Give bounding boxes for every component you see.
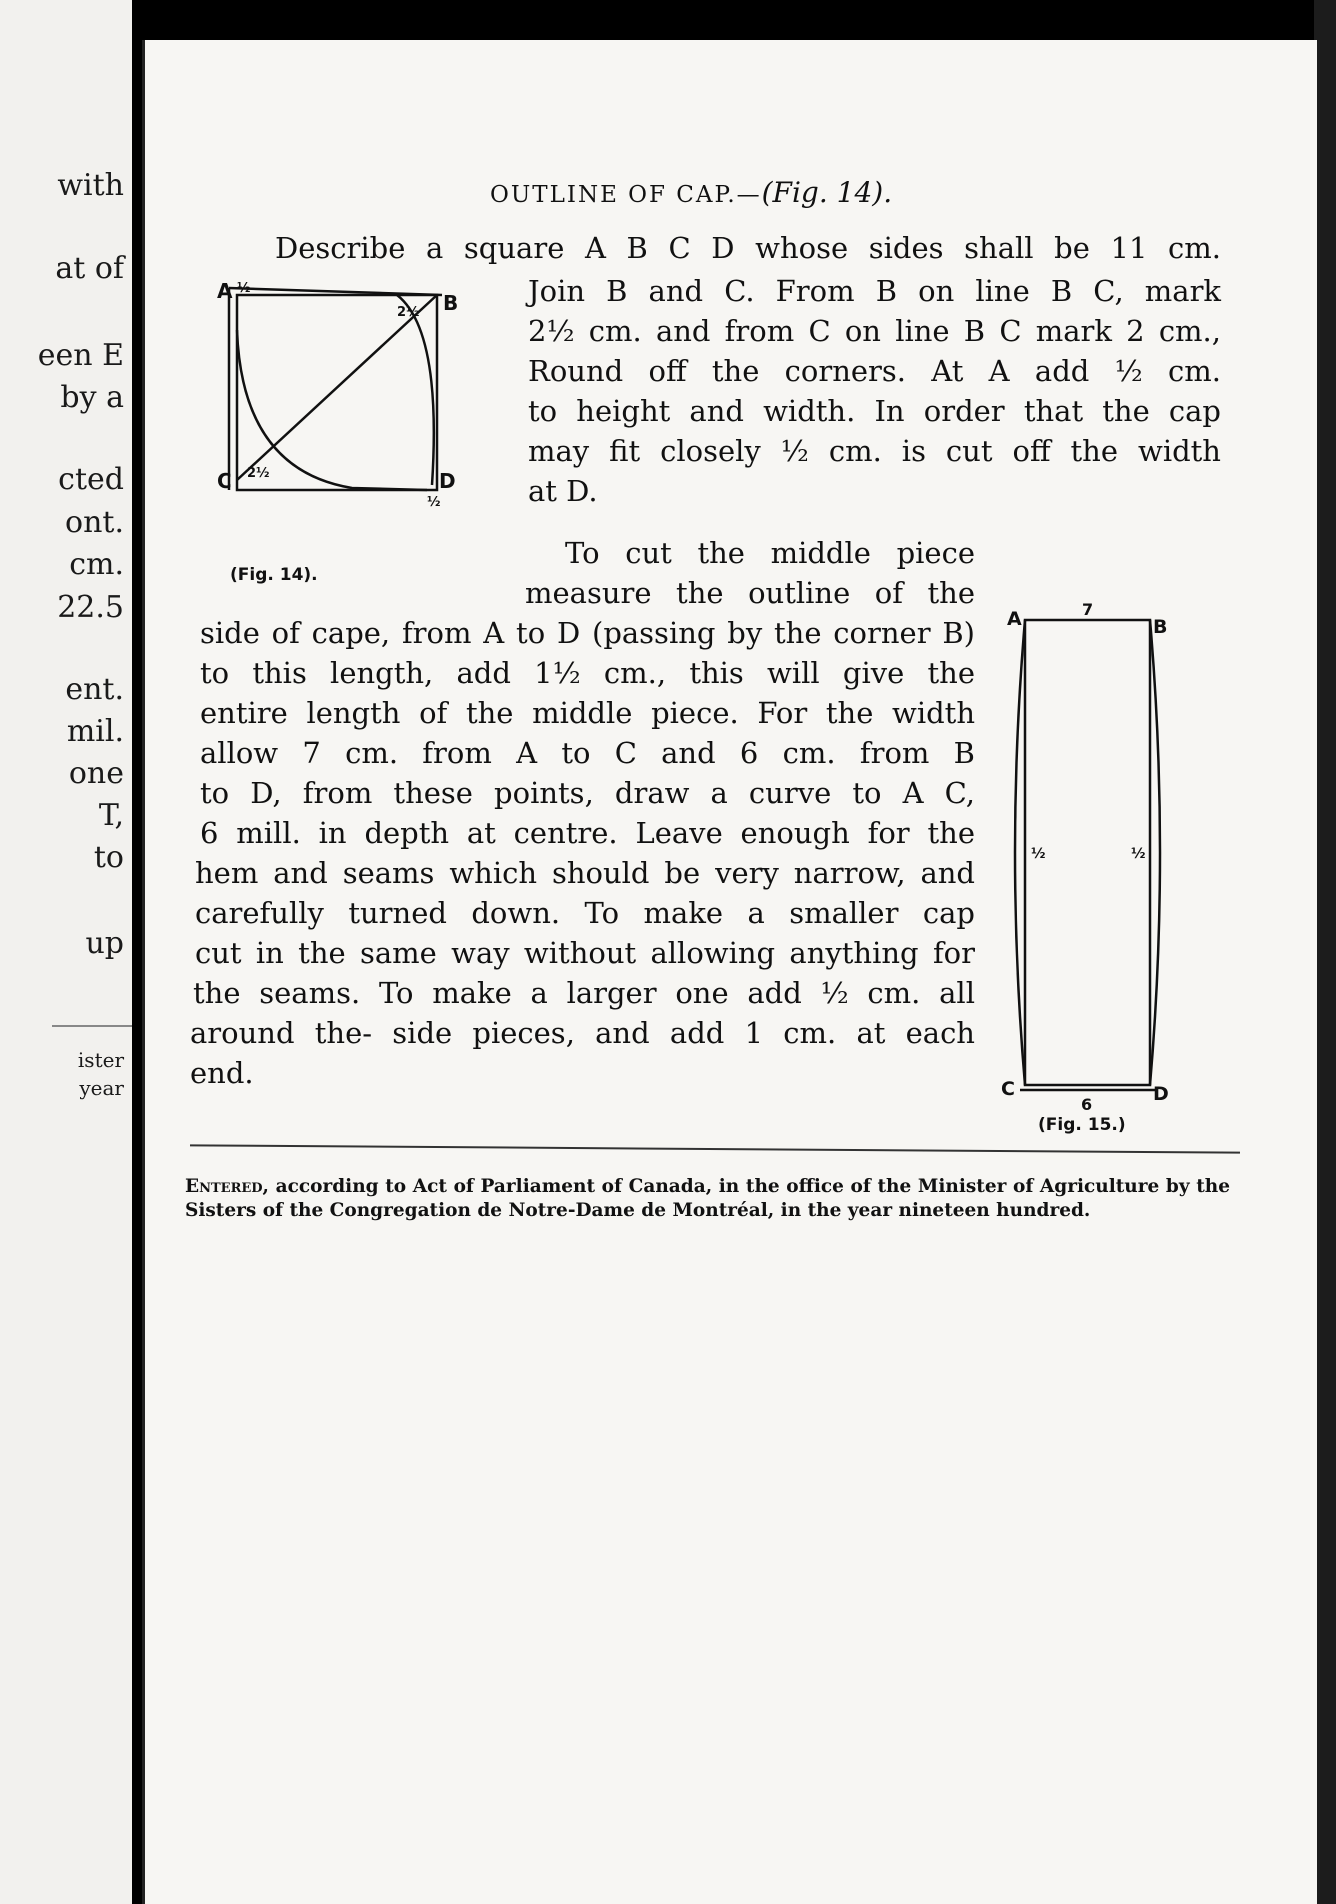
paragraph-line: hem and seams which should be very narrow, and [195, 856, 975, 890]
label-d: D [439, 469, 456, 493]
page-edge [1314, 0, 1336, 1904]
margin-fragment: cted [58, 462, 124, 497]
paragraph-line: around the- side pieces, and add 1 cm. at each [190, 1016, 975, 1050]
paragraph-line: Join B and C. From B on line B C, mark [528, 274, 1221, 308]
margin-fragment: with [57, 168, 124, 203]
paragraph-line: carefully turned down. To make a smaller cap [195, 896, 975, 930]
label-right-depth: ½ [1131, 846, 1146, 862]
right-curve [1150, 620, 1160, 1085]
label-a-half: ½ [237, 281, 251, 296]
figure-15-caption: (Fig. 15.) [1038, 1115, 1126, 1135]
paragraph-line: Describe a square A B C D whose sides shall be 11 cm. [275, 231, 1221, 265]
label-left-depth: ½ [1031, 846, 1046, 862]
left-page-fragment [0, 0, 132, 1904]
label-c: C [217, 469, 232, 493]
margin-fragment: ister [77, 1048, 124, 1072]
document-page [142, 40, 1317, 1904]
paragraph-line: the seams. To make a larger one add ½ cm. all [193, 976, 975, 1010]
copyright-footnote [185, 1175, 1230, 1223]
margin-fragment: ont. [65, 505, 124, 540]
paragraph-line: to height and width. In order that the cap [528, 394, 1221, 428]
margin-fragment: to [93, 840, 124, 875]
left-curve [1015, 620, 1025, 1085]
paragraph-line: allow 7 cm. from A to C and 6 cm. from B [200, 736, 975, 770]
figure-14-caption: (Fig. 14). [230, 565, 318, 585]
footnote-text: according to Act of Parliament of Canada, in the office of the Minister of Agriculture by the Sisters of the Congregation de Notre-Dame de Montréal, in the year nineteen hundred. [185, 1176, 1230, 1221]
page-title [490, 176, 892, 209]
margin-fragment: 22.5 [57, 590, 124, 625]
margin-fragment: by a [60, 380, 124, 415]
paragraph-line: Round off the corners. At A add ½ cm. [528, 354, 1221, 388]
label-c: C [1001, 1078, 1015, 1100]
label-b: B [1153, 616, 1168, 638]
page-title-text: OUTLINE OF CAP.— [490, 182, 762, 208]
paragraph-line: measure the outline of the [525, 576, 975, 610]
margin-fragment: at of [55, 251, 124, 286]
margin-fragment: ent. [65, 672, 124, 707]
margin-fragment: one [68, 756, 124, 791]
paragraph-line: cut in the same way without allowing anything for [195, 936, 975, 970]
footnote-lead: Entered, [185, 1176, 269, 1197]
label-d: D [1153, 1083, 1169, 1105]
margin-fragment: year [79, 1076, 124, 1100]
figure-14-diagram [217, 270, 467, 520]
diagonal-b-c [237, 295, 437, 480]
margin-fragment: up [85, 926, 124, 961]
paragraph-line: at D. [528, 474, 598, 508]
page-title-figure-ref: (Fig. 14). [761, 176, 893, 209]
paragraph-line: side of cape, from A to D (passing by the corner B) [200, 616, 975, 650]
label-a: A [1007, 608, 1022, 630]
corner-curve-b [397, 295, 434, 485]
label-bottom-width: 6 [1081, 1095, 1093, 1114]
label-top-width: 7 [1082, 600, 1094, 619]
paragraph-line: end. [190, 1056, 254, 1090]
label-b-mark: 2½ [397, 305, 420, 320]
margin-fragment: T, [98, 798, 124, 833]
label-a: A [217, 279, 233, 303]
margin-fragment: cm. [69, 547, 124, 582]
paragraph-line: to this length, add 1½ cm., this will give the [200, 656, 975, 690]
label-b: B [443, 291, 459, 315]
paragraph-line: To cut the middle piece [565, 536, 975, 570]
margin-rule [52, 1025, 132, 1027]
paragraph-line: may fit closely ½ cm. is cut off the width [528, 434, 1221, 468]
paragraph-line: 6 mill. in depth at centre. Leave enough for the [200, 816, 975, 850]
margin-fragment: een E [37, 338, 124, 373]
paragraph-line: 2½ cm. and from C on line B C mark 2 cm., [528, 314, 1221, 348]
footnote-rule [190, 1144, 1240, 1153]
paragraph-line: entire length of the middle piece. For the width [200, 696, 975, 730]
paragraph-line: to D, from these points, draw a curve to A C, [200, 776, 975, 810]
margin-fragment: mil. [66, 714, 124, 749]
figure-15-diagram [995, 595, 1185, 1135]
label-c-mark: 2½ [247, 466, 270, 481]
label-d-half: ½ [427, 495, 441, 510]
